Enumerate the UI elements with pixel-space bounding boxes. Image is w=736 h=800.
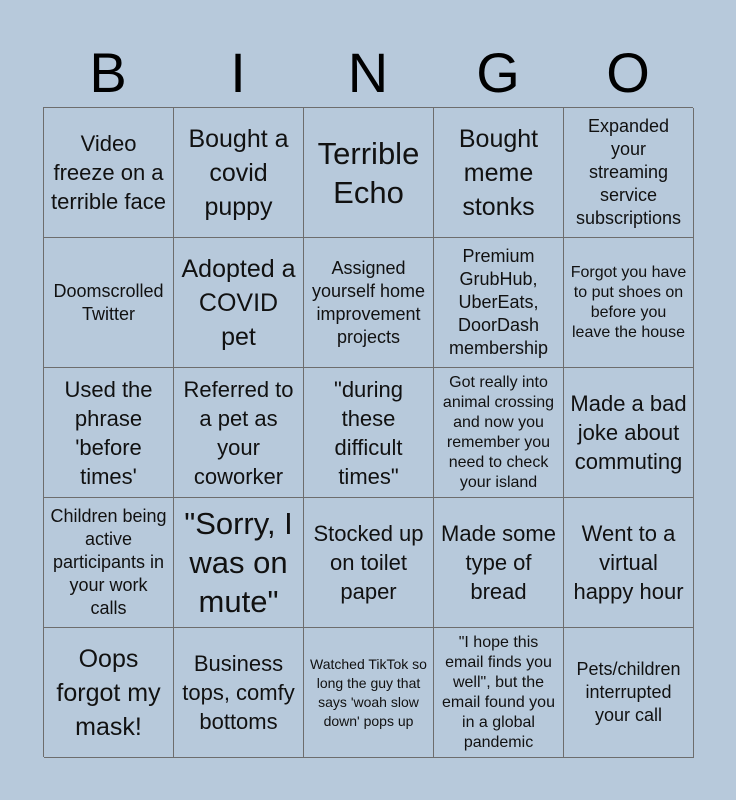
bingo-cell[interactable]: Bought a covid puppy (174, 108, 304, 238)
bingo-board (43, 107, 693, 757)
header-letter-g: G (476, 41, 520, 104)
bingo-cell[interactable]: Went to a virtual happy hour (564, 498, 694, 628)
bingo-cell[interactable]: "Sorry, I was on mute" (174, 498, 304, 628)
bingo-cell[interactable]: Adopted a COVID pet (174, 238, 304, 368)
bingo-cell[interactable]: Stocked up on toilet paper (304, 498, 434, 628)
bingo-cell[interactable]: Premium GrubHub, UberEats, DoorDash membership (434, 238, 564, 368)
bingo-cell[interactable]: Watched TikTok so long the guy that says 'woah slow down' pops up (304, 628, 434, 758)
bingo-header (43, 40, 693, 106)
header-letter-b: B (89, 41, 127, 104)
bingo-cell[interactable]: "I hope this email finds you well", but the email found you in a global pandemic (434, 628, 564, 758)
bingo-cell[interactable]: Made some type of bread (434, 498, 564, 628)
bingo-cell[interactable]: Forgot you have to put shoes on before you leave the house (564, 238, 694, 368)
bingo-cell[interactable]: Children being active participants in your work calls (44, 498, 174, 628)
bingo-cell[interactable]: Got really into animal crossing and now you remember you need to check your island (434, 368, 564, 498)
bingo-cell[interactable]: Used the phrase 'before times' (44, 368, 174, 498)
bingo-cell[interactable]: Oops forgot my mask! (44, 628, 174, 758)
bingo-cell[interactable]: Pets/children interrupted your call (564, 628, 694, 758)
bingo-cell[interactable]: Assigned yourself home improvement projects (304, 238, 434, 368)
bingo-cell[interactable]: "during these difficult times" (304, 368, 434, 498)
bingo-cell[interactable]: Business tops, comfy bottoms (174, 628, 304, 758)
bingo-cell[interactable]: Terrible Echo (304, 108, 434, 238)
bingo-cell[interactable]: Expanded your streaming service subscriptions (564, 108, 694, 238)
bingo-cell[interactable]: Made a bad joke about commuting (564, 368, 694, 498)
header-letter-n: N (347, 41, 389, 104)
bingo-cell[interactable]: Referred to a pet as your coworker (174, 368, 304, 498)
bingo-cell[interactable]: Doomscrolled Twitter (44, 238, 174, 368)
header-letter-o: O (606, 41, 650, 104)
header-letter-i: I (230, 41, 246, 104)
bingo-cell[interactable]: Video freeze on a terrible face (44, 108, 174, 238)
bingo-cell[interactable]: Bought meme stonks (434, 108, 564, 238)
